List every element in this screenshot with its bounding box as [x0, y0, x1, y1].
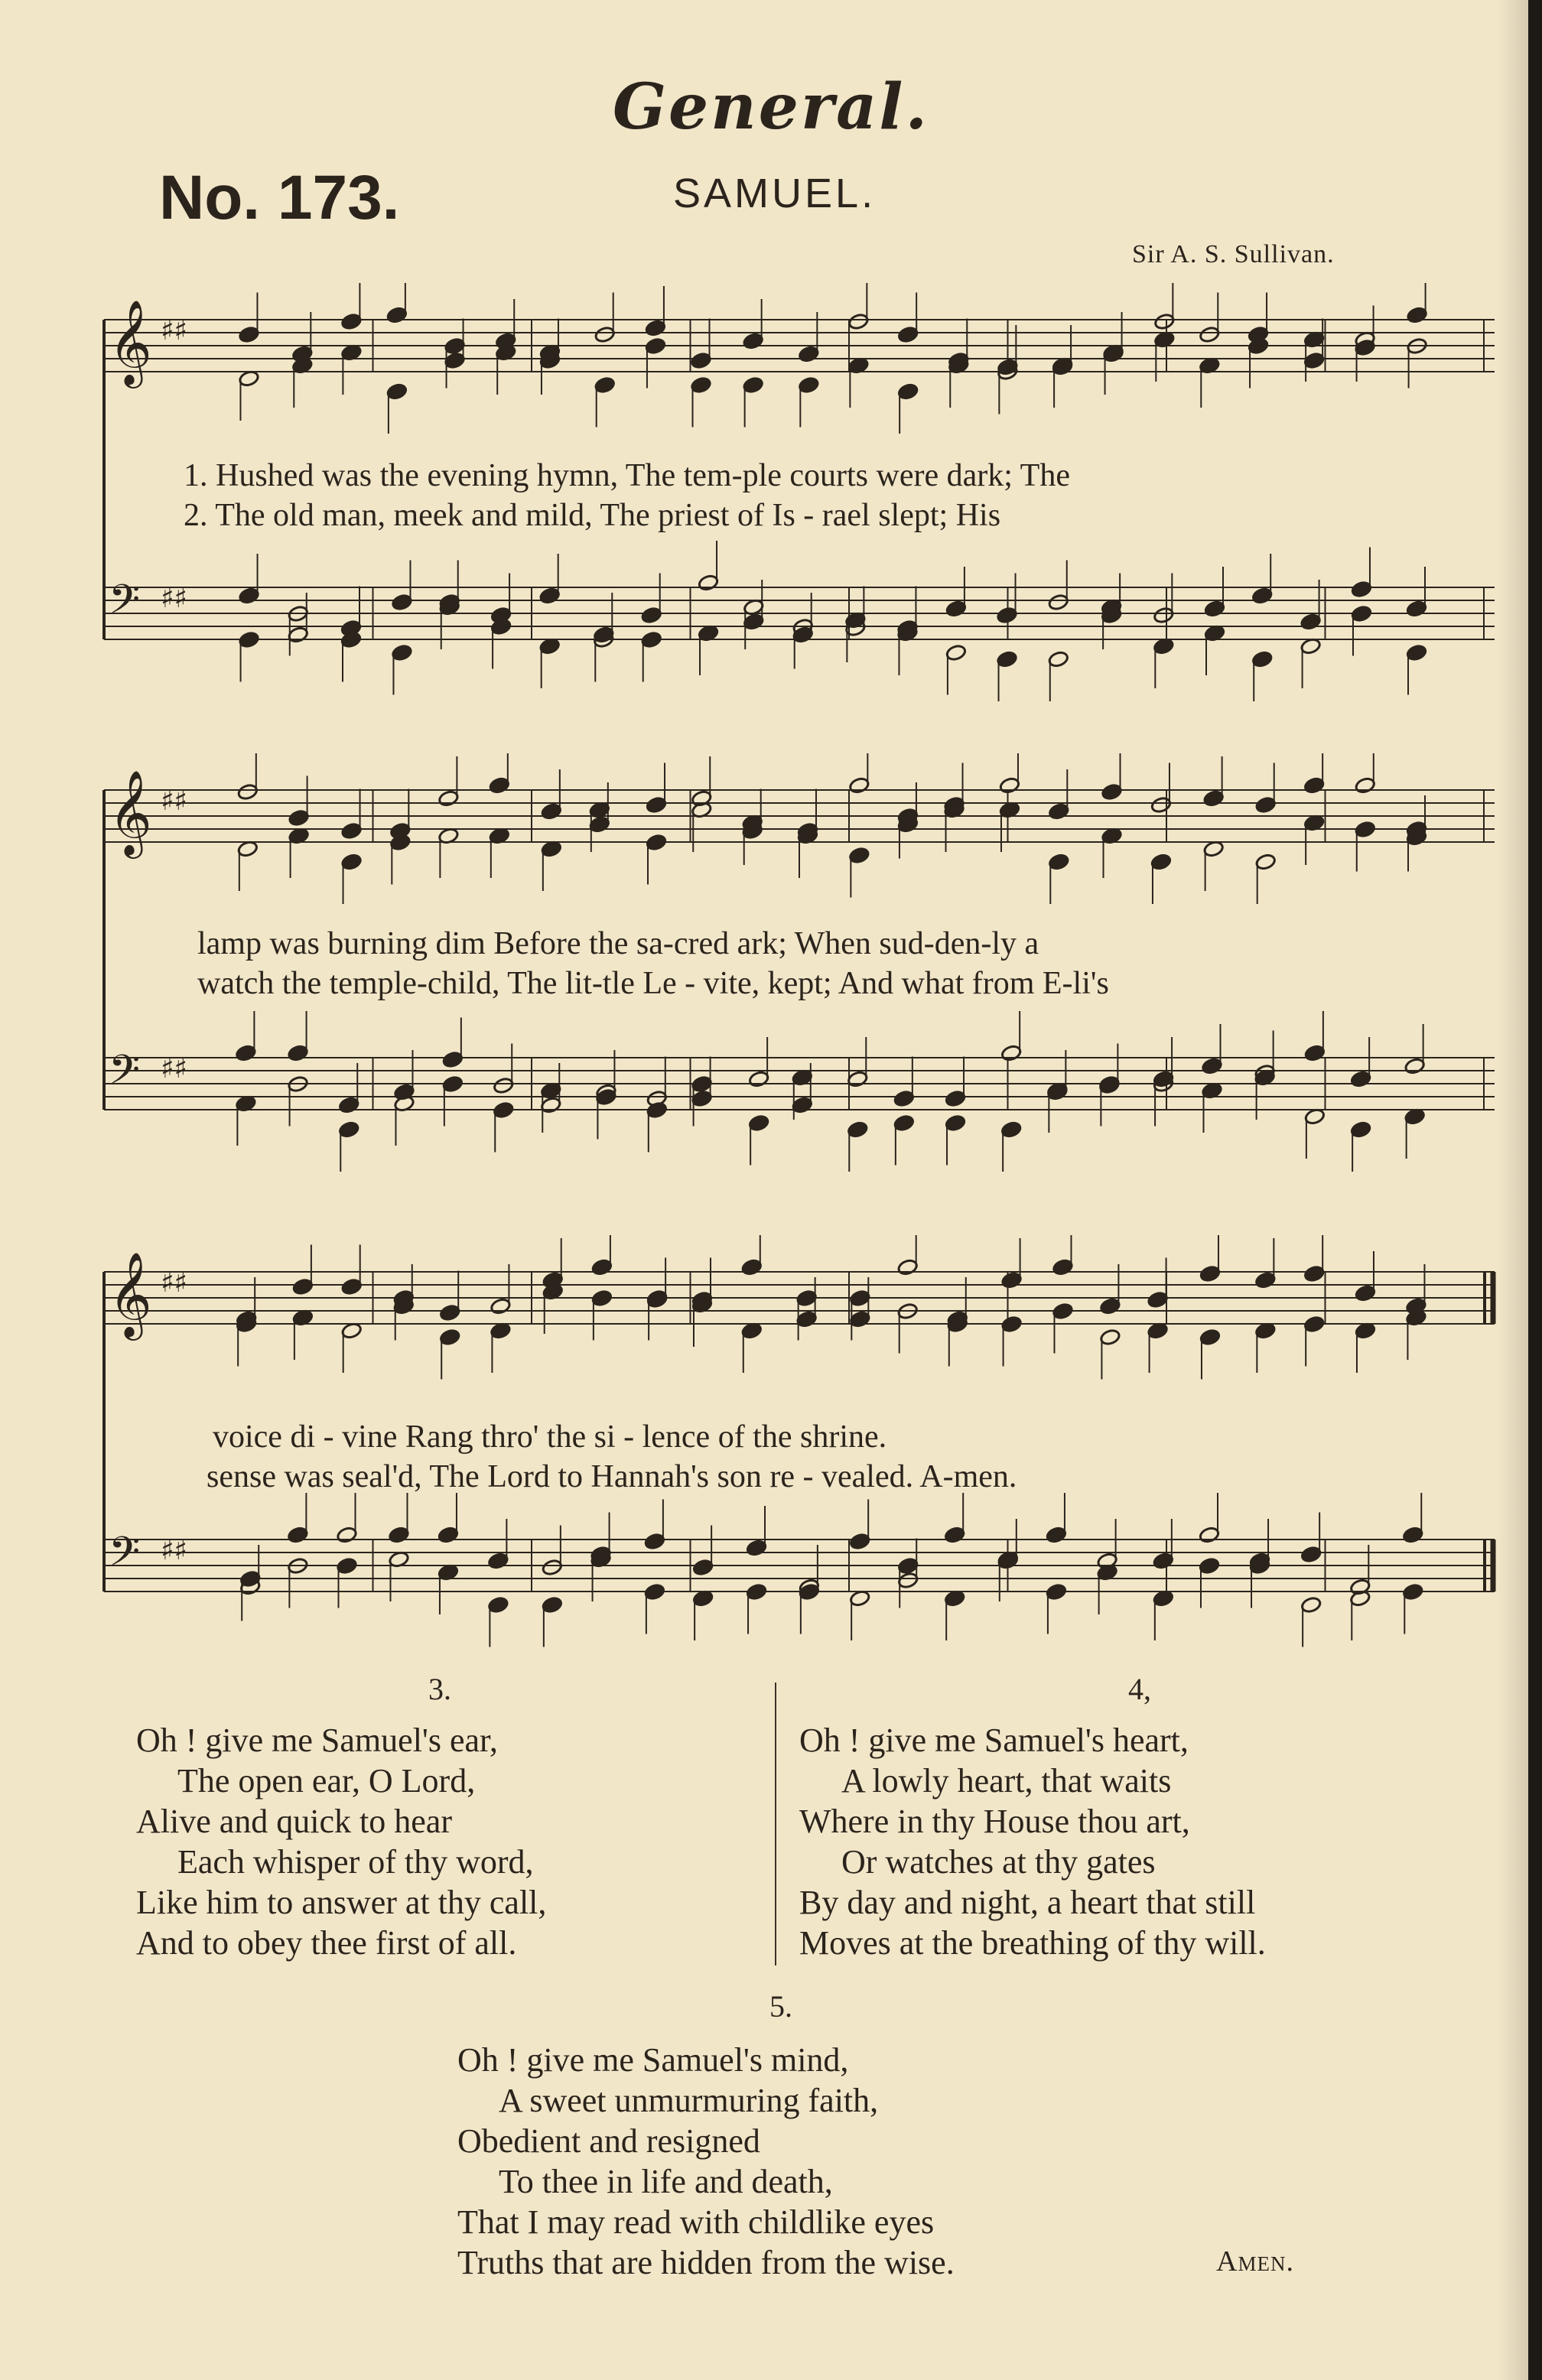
- notehead: [1300, 613, 1322, 630]
- notehead: [645, 337, 666, 355]
- notehead: [1046, 1526, 1067, 1543]
- notehead: [239, 1570, 261, 1588]
- verse-4-line-1: Oh ! give me Samuel's heart,: [799, 1722, 1189, 1759]
- notehead: [1303, 776, 1325, 794]
- notehead: [1001, 1315, 1023, 1333]
- notehead: [493, 1101, 514, 1119]
- notehead: [646, 1289, 668, 1307]
- notehead: [490, 1297, 511, 1315]
- notehead: [542, 1596, 563, 1614]
- notehead: [847, 1120, 868, 1138]
- notehead: [692, 1559, 714, 1576]
- notehead: [1406, 644, 1427, 662]
- notehead: [999, 776, 1020, 794]
- notehead: [945, 600, 967, 617]
- tune-name: SAMUEL.: [673, 171, 877, 216]
- notehead: [444, 352, 466, 369]
- key-signature-sharps-icon: ♯♯: [161, 785, 187, 817]
- notehead: [944, 1526, 965, 1543]
- notehead: [1199, 1526, 1220, 1543]
- key-signature-sharps-icon: ♯♯: [161, 315, 187, 346]
- notehead: [897, 1258, 919, 1276]
- notehead: [1199, 1328, 1221, 1346]
- notehead: [386, 306, 408, 324]
- key-signature-sharps-icon: ♯♯: [161, 1535, 187, 1566]
- notehead: [493, 1077, 514, 1094]
- notehead: [748, 1070, 769, 1088]
- notehead: [848, 776, 870, 794]
- notehead: [1255, 853, 1277, 870]
- notehead: [848, 847, 870, 864]
- notehead: [997, 606, 1018, 624]
- notehead: [540, 1096, 561, 1114]
- notehead: [338, 1120, 359, 1138]
- notehead: [748, 1114, 769, 1132]
- notehead: [539, 587, 561, 604]
- verse-3-line-6: And to obey thee first of all.: [136, 1924, 517, 1962]
- notehead: [1303, 352, 1325, 369]
- verse-5-line-5: That I may read with childlike eyes: [457, 2203, 935, 2241]
- verse-5-line-6: Truths that are hidden from the wise.: [457, 2244, 955, 2281]
- notehead: [444, 337, 466, 355]
- verse-3-line-5: Like him to answer at thy call,: [136, 1884, 547, 1921]
- notehead: [489, 776, 510, 794]
- notehead: [391, 593, 412, 611]
- lyric-line-1-verse-1: 1. Hushed was the evening hymn, The tem-ple courts were dark; The: [184, 458, 1070, 493]
- notehead: [439, 1304, 460, 1322]
- notehead: [1048, 593, 1069, 611]
- notehead: [1046, 1583, 1067, 1601]
- notehead: [594, 376, 616, 394]
- notehead: [1303, 1315, 1325, 1333]
- key-signature-sharps-icon: ♯♯: [161, 1267, 187, 1299]
- notehead: [1000, 1120, 1022, 1138]
- notehead: [847, 1070, 868, 1088]
- notehead: [893, 1090, 915, 1107]
- notehead: [644, 1583, 665, 1601]
- notehead: [1048, 802, 1069, 820]
- notehead: [439, 1328, 460, 1346]
- notehead: [1351, 605, 1372, 623]
- column-divider: [775, 1683, 776, 1965]
- notehead: [1001, 1271, 1023, 1289]
- notehead: [1199, 1557, 1220, 1575]
- notehead: [644, 1533, 665, 1550]
- lyric-line-2-verse-1: lamp was burning dim Before the sa-cred ark; When sud-den-ly a: [197, 926, 1039, 961]
- notehead: [1255, 796, 1277, 814]
- notehead: [792, 1096, 813, 1114]
- notehead: [1199, 326, 1220, 343]
- notehead: [541, 802, 562, 820]
- verse-4-line-2: A lowly heart, that waits: [841, 1762, 1172, 1800]
- notehead: [1150, 853, 1172, 870]
- notehead: [442, 1051, 464, 1068]
- notehead: [1101, 783, 1122, 801]
- notehead: [1251, 587, 1273, 604]
- notehead: [288, 809, 310, 827]
- notehead: [796, 1289, 818, 1307]
- notehead: [698, 574, 719, 591]
- notehead: [691, 1090, 713, 1107]
- notehead: [646, 834, 667, 851]
- verse-5-line-4: To thee in life and death,: [499, 2163, 833, 2200]
- notehead: [1048, 650, 1069, 668]
- notehead: [340, 313, 362, 330]
- notehead: [746, 1539, 767, 1556]
- page-binding-edge: [1528, 0, 1542, 2380]
- notehead: [893, 1114, 915, 1132]
- verse-4-line-6: Moves at the breathing of thy will.: [799, 1924, 1266, 1962]
- lyric-line-3-verse-1: voice di - vine Rang thro' the si - lence of the shrine.: [213, 1419, 887, 1455]
- notehead: [641, 631, 662, 649]
- notehead: [743, 332, 764, 350]
- notehead: [1099, 1328, 1121, 1346]
- notehead: [1153, 313, 1175, 330]
- treble-clef-icon: 𝄞: [109, 769, 152, 855]
- notehead: [542, 1559, 563, 1576]
- notehead: [1153, 1552, 1174, 1569]
- notehead: [386, 382, 408, 400]
- verse-5-line-3: Obedient and resigned: [457, 2122, 760, 2160]
- notehead: [591, 1258, 613, 1276]
- notehead: [341, 822, 363, 840]
- notehead: [1098, 1075, 1120, 1093]
- notehead: [341, 853, 363, 870]
- notehead: [1402, 1583, 1423, 1601]
- notehead: [591, 1289, 613, 1307]
- notehead: [897, 382, 919, 400]
- page-gutter-shadow: [1498, 0, 1528, 2380]
- notehead: [438, 789, 459, 807]
- section-title: General.: [612, 70, 930, 144]
- notehead: [798, 345, 819, 363]
- notehead: [641, 606, 662, 624]
- bass-clef-icon: 𝄢: [109, 577, 141, 633]
- notehead: [743, 376, 764, 394]
- notehead: [292, 1278, 314, 1296]
- notehead: [1052, 1302, 1073, 1320]
- notehead: [238, 326, 259, 343]
- verse-3-line-4: Each whisper of thy word,: [177, 1843, 534, 1881]
- lyric-line-3-verse-2: sense was seal'd, The Lord to Hannah's son re - vealed. A-men.: [207, 1459, 1017, 1494]
- notehead: [1204, 600, 1225, 617]
- notehead: [487, 1552, 509, 1569]
- notehead: [1303, 1265, 1325, 1283]
- notehead: [897, 1557, 919, 1575]
- notehead: [945, 644, 967, 662]
- notehead: [796, 1310, 818, 1328]
- notehead: [897, 1572, 919, 1589]
- notehead: [798, 376, 819, 394]
- notehead: [1350, 1070, 1371, 1088]
- notehead: [945, 1090, 966, 1107]
- lyric-line-1-verse-2: 2. The old man, meek and mild, The priest of Is - rael slept; His: [184, 498, 1001, 533]
- notehead: [338, 1096, 359, 1114]
- notehead: [1402, 1526, 1423, 1543]
- notehead: [1406, 600, 1427, 617]
- bass-clef-icon: 𝄢: [109, 1047, 141, 1104]
- notehead: [589, 815, 610, 833]
- notehead: [438, 1526, 459, 1543]
- notehead: [388, 1526, 409, 1543]
- notehead: [741, 1258, 763, 1276]
- verse-3-line-1: Oh ! give me Samuel's ear,: [136, 1722, 498, 1759]
- notehead: [442, 1075, 464, 1093]
- notehead: [1199, 1265, 1221, 1283]
- lyric-line-2-verse-2: watch the temple-child, The lit-tle Le - vite, kept; And what from E-li's: [197, 966, 1109, 1001]
- notehead: [646, 796, 667, 814]
- verse-4-number: 4,: [1128, 1672, 1151, 1706]
- notehead: [341, 1278, 363, 1296]
- notehead: [849, 1533, 870, 1550]
- verse-5-line-1: Oh ! give me Samuel's mind,: [457, 2041, 849, 2079]
- notehead: [287, 1526, 308, 1543]
- notehead: [645, 319, 666, 337]
- verse-4-line-5: By day and night, a heart that still: [799, 1884, 1256, 1921]
- verse-3-line-3: Alive and quick to hear: [136, 1803, 452, 1840]
- notehead: [1351, 580, 1372, 598]
- treble-clef-icon: 𝄞: [109, 299, 152, 385]
- notehead: [1147, 1291, 1169, 1309]
- notehead: [1052, 1258, 1073, 1276]
- treble-clef-icon: 𝄞: [109, 1251, 152, 1337]
- notehead: [1254, 1271, 1276, 1289]
- composer-credit: Sir A. S. Sullivan.: [1132, 240, 1335, 268]
- notehead: [1355, 776, 1376, 794]
- key-signature-sharps-icon: ♯♯: [161, 1053, 187, 1084]
- notehead: [997, 650, 1018, 668]
- notehead: [594, 326, 616, 343]
- notehead: [1153, 606, 1174, 624]
- notehead: [897, 326, 919, 343]
- notehead: [1251, 650, 1273, 668]
- notehead: [690, 376, 711, 394]
- notehead: [1304, 1044, 1326, 1062]
- verse-3-line-2: The open ear, O Lord,: [177, 1762, 476, 1800]
- notehead: [849, 1289, 870, 1307]
- notehead: [1407, 306, 1428, 324]
- notehead: [336, 1557, 357, 1575]
- notehead: [1355, 1284, 1376, 1302]
- notehead: [1300, 1546, 1322, 1563]
- notehead: [288, 626, 309, 643]
- notehead: [288, 1044, 309, 1062]
- verse-5-line-2: A sweet unmurmuring faith,: [499, 2082, 879, 2119]
- notehead: [1203, 789, 1225, 807]
- key-signature-sharps-icon: ♯♯: [161, 583, 187, 614]
- notehead: [1000, 1044, 1022, 1062]
- verse-4-line-4: Or watches at thy gates: [841, 1843, 1156, 1881]
- hymn-number: No. 173.: [159, 163, 400, 232]
- notehead: [691, 1075, 713, 1093]
- verse-5-number: 5.: [769, 1989, 792, 2024]
- notehead: [391, 644, 412, 662]
- notehead: [1404, 1057, 1426, 1075]
- notehead: [1150, 796, 1172, 814]
- notehead: [1099, 1297, 1121, 1315]
- notehead: [746, 1583, 767, 1601]
- notehead: [237, 783, 259, 801]
- notehead: [487, 1596, 509, 1614]
- notehead: [847, 313, 869, 330]
- notehead: [239, 631, 260, 649]
- notehead: [1355, 821, 1376, 838]
- notehead: [235, 1044, 256, 1062]
- verse-5-amen: Amen.: [1216, 2245, 1294, 2278]
- verse-3-number: 3.: [428, 1672, 451, 1706]
- notehead: [1048, 853, 1069, 870]
- notehead: [1201, 1057, 1222, 1075]
- bass-clef-icon: 𝄢: [109, 1529, 141, 1585]
- notehead: [239, 587, 260, 604]
- notehead: [743, 613, 764, 630]
- notehead: [336, 1526, 357, 1543]
- notehead: [945, 1114, 966, 1132]
- notehead: [1300, 1596, 1322, 1614]
- notehead: [1350, 1120, 1371, 1138]
- notehead: [849, 1310, 870, 1328]
- verse-4-line-3: Where in thy House thou art,: [799, 1803, 1190, 1840]
- notehead: [690, 352, 711, 369]
